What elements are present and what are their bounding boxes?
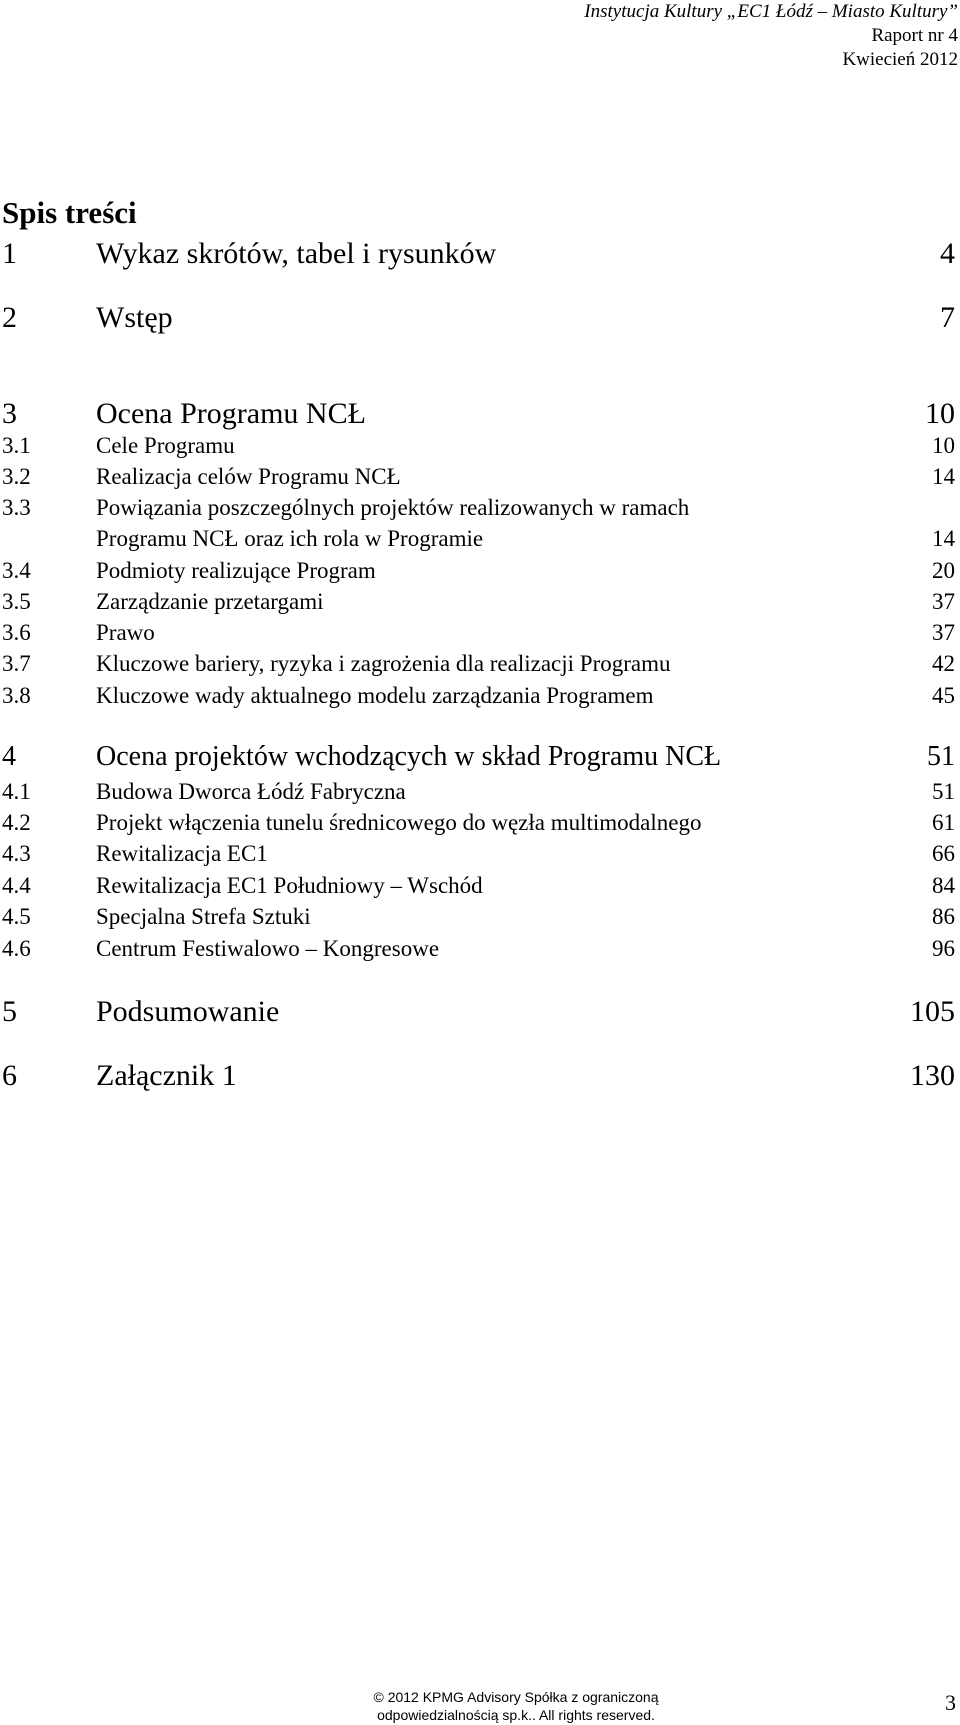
toc-entry-page: 86	[932, 904, 955, 929]
toc-entry-page: 96	[932, 936, 955, 961]
page-header	[584, 0, 958, 72]
page-footer	[336, 1688, 696, 1724]
header-institution: Instytucja Kultury „EC1 Łódź – Miasto Kultury”	[584, 1, 958, 22]
toc-entry-number: 3.3	[2, 495, 31, 520]
toc-entry-page: 51	[932, 779, 955, 804]
toc-entry-title: Prawo	[96, 620, 155, 645]
toc-entry-number: 4.1	[2, 779, 31, 804]
toc-entry-page: 14	[932, 464, 955, 489]
toc-entry-number: 4.2	[2, 810, 31, 835]
toc-entry-title: Kluczowe bariery, ryzyka i zagrożenia dla realizacji Programu	[96, 651, 671, 676]
toc-entry-page: 84	[932, 873, 955, 898]
toc-title: Spis treści	[2, 195, 137, 230]
toc-entry-page: 10	[925, 397, 955, 430]
toc-entry-page: 51	[927, 741, 955, 772]
toc-entry-number: 3.8	[2, 683, 31, 708]
toc-entry-number: 2	[2, 301, 17, 334]
toc-entry-title: Wykaz skrótów, tabel i rysunków	[96, 237, 497, 270]
toc-entry-page: 10	[932, 433, 955, 458]
toc-entry-number: 3.1	[2, 433, 31, 458]
toc-entry-title: Centrum Festiwalowo – Kongresowe	[96, 936, 440, 961]
toc-entry-number: 3.6	[2, 620, 31, 645]
toc-entry-title: Powiązania poszczególnych projektów realizowanych w ramach	[96, 495, 690, 520]
toc-entry-title: Rewitalizacja EC1	[96, 841, 268, 866]
toc-entry-page: 130	[910, 1059, 955, 1092]
toc-entry-title: Programu NCŁ oraz ich rola w Programie	[96, 526, 484, 551]
footer-copyright-line1: © 2012 KPMG Advisory Spółka z ograniczoną	[373, 1689, 659, 1705]
toc-entry-title: Rewitalizacja EC1 Południowy – Wschód	[96, 873, 483, 898]
toc-entry-title: Realizacja celów Programu NCŁ	[96, 464, 401, 489]
toc-entry-title: Podsumowanie	[96, 995, 280, 1028]
toc-entry-number: 3	[2, 397, 17, 430]
toc-entry-number: 4.4	[2, 873, 31, 898]
toc-entry-title: Kluczowe wady aktualnego modelu zarządzania Programem	[96, 683, 654, 708]
toc-entry-page: 37	[932, 589, 955, 614]
toc-entry-page: 7	[940, 301, 955, 334]
toc-entry-page: 42	[932, 651, 955, 676]
toc-entry-number: 3.7	[2, 651, 31, 676]
toc-entry-number: 3.5	[2, 589, 31, 614]
toc-entry-title: Podmioty realizujące Program	[96, 558, 376, 583]
toc-entry-number: 6	[2, 1059, 17, 1092]
toc-entry-page: 37	[932, 620, 955, 645]
page-number: 3	[945, 1690, 956, 1715]
toc-entry-page: 61	[932, 810, 955, 835]
toc-entry-title: Wstęp	[96, 301, 173, 334]
toc-entry-title: Ocena projektów wchodzących w skład Programu NCŁ	[96, 741, 722, 772]
toc-entry-number: 1	[2, 237, 17, 270]
toc-entry-number: 4.6	[2, 936, 31, 961]
toc-entry-title: Ocena Programu NCŁ	[96, 397, 366, 430]
toc-entry-title: Załącznik 1	[96, 1059, 237, 1092]
toc-entry-number: 4.3	[2, 841, 31, 866]
toc-entry-number: 5	[2, 995, 17, 1028]
toc-entry-page: 45	[932, 683, 955, 708]
toc-entry-page: 66	[932, 841, 955, 866]
footer-copyright-line2: odpowiedzialnością sp.k.. All rights reserved.	[377, 1707, 655, 1723]
toc-entry-title: Zarządzanie przetargami	[96, 589, 324, 614]
toc-entry-page: 14	[932, 526, 955, 551]
header-report: Raport nr 4	[871, 25, 958, 46]
toc-entry-title: Cele Programu	[96, 433, 235, 458]
toc-entry-title: Budowa Dworca Łódź Fabryczna	[96, 779, 406, 804]
toc-entry-page: 105	[910, 995, 955, 1028]
toc-entry-page: 20	[932, 558, 955, 583]
toc-entry-number: 3.4	[2, 558, 31, 583]
header-date: Kwiecień 2012	[842, 49, 958, 70]
toc-entry-title: Projekt włączenia tunelu średnicowego do węzła multimodalnego	[96, 810, 702, 835]
toc-entry-number: 3.2	[2, 464, 31, 489]
toc-entry-title: Specjalna Strefa Sztuki	[96, 904, 311, 929]
toc-entry-page: 4	[940, 237, 955, 270]
toc-entry-number: 4.5	[2, 904, 31, 929]
toc-entry-number: 4	[2, 741, 16, 772]
